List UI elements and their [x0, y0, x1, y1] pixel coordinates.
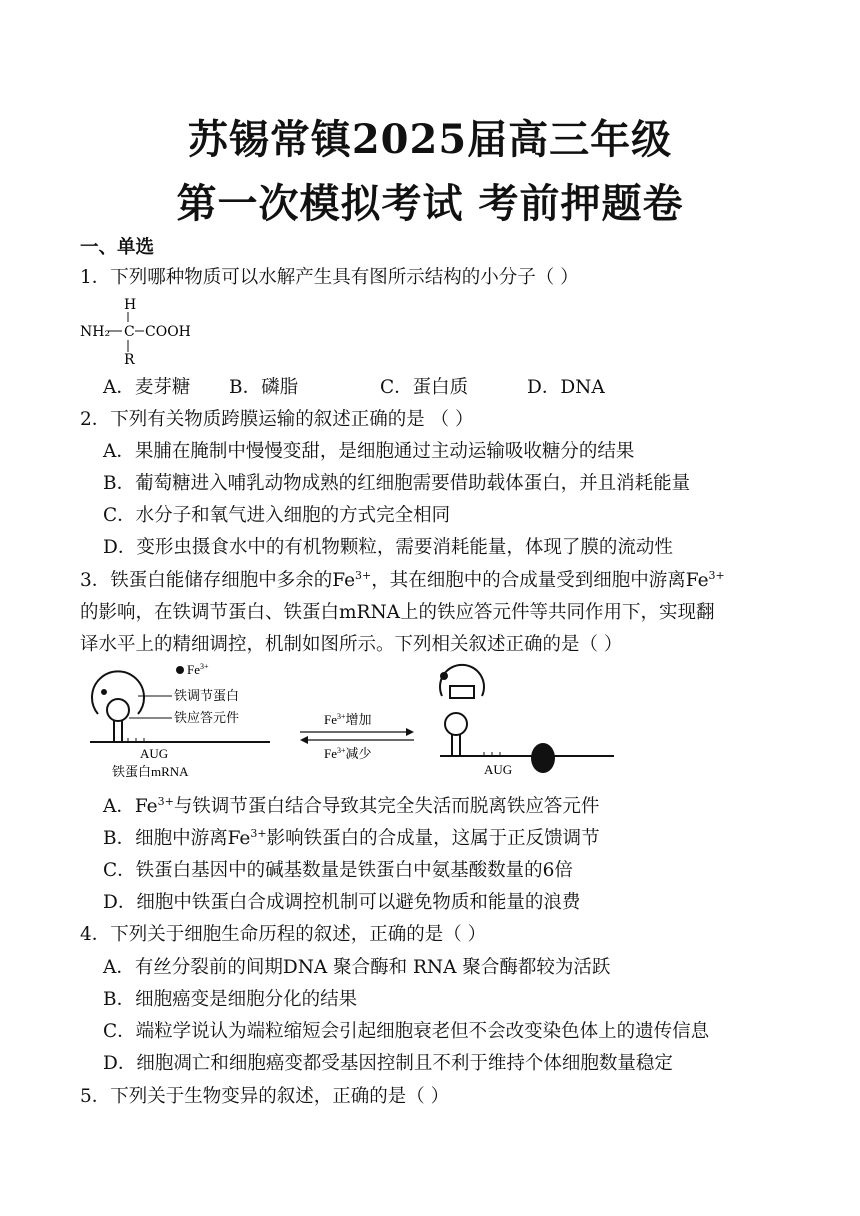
q1-option-d: D．DNA [527, 377, 605, 398]
q3-stem-line2: 的影响，在铁调节蛋白、铁蛋白mRNA上的铁应答元件等共同作用下，实现翻 [80, 602, 715, 623]
q2-option-b: B．葡萄糖进入哺乳动物成熟的红细胞需要借助载体蛋白，并且消耗能量 [103, 473, 691, 494]
q1-option-b: B．磷脂 [229, 377, 299, 398]
q3-stem1b: ，其在细胞中的合成量受到细胞中游离Fe [371, 570, 709, 591]
section-heading: 一、单选 [80, 237, 155, 258]
q2-option-d: D．变形虫摄食水中的有机物颗粒，需要消耗能量，体现了膜的流动性 [103, 537, 673, 558]
q3-option-d: D．细胞中铁蛋白合成调控机制可以避免物质和能量的浪费 [103, 892, 581, 913]
fig-arrow-bottom: 减少 [345, 746, 372, 761]
q3-option-b: B．细胞中游离$Fe^{3+}$影响铁蛋白的合成量，这属于正反馈调节 [103, 826, 600, 849]
fig-aug-right: AUG [484, 762, 513, 777]
formula-r: R [124, 352, 135, 368]
formula-nh2: NH₂ [80, 324, 111, 340]
fig-label-irp: 铁调节蛋白 [174, 688, 240, 703]
q3-stem-line1 [80, 569, 725, 593]
svg-text:Fe3+增加: $Fe^{3+}$增加 [324, 712, 372, 727]
q4-option-d: D．细胞凋亡和细胞癌变都受基因控制且不利于维持个体细胞数量稳定 [103, 1053, 673, 1074]
q1-option-c: C．蛋白质 [380, 377, 469, 398]
q2-option-a: A．果脯在腌制中慢慢变甜，是细胞通过主动运输吸收糖分的结果 [103, 441, 635, 462]
q2-stem: 2．下列有关物质跨膜运输的叙述正确的是 （ ） [80, 409, 474, 430]
q3-stem1a: 3．铁蛋白能储存细胞中多余的Fe [80, 570, 356, 591]
svg-text:Fe3+减少: $Fe^{3+}$减少 [324, 746, 372, 761]
q4-stem: 4．下列关于细胞生命历程的叙述，正确的是（ ） [80, 924, 487, 945]
doc-title-line1: 苏锡常镇2025届高三年级 [187, 116, 673, 163]
q1-option-a: A．麦芽糖 [103, 377, 191, 398]
sup-3plus: 3+ [708, 568, 725, 582]
doc-title-line2: 第一次模拟考试 考前押题卷 [176, 180, 684, 227]
fig-arrow-top: 增加 [345, 712, 372, 727]
fig-arrow-sup-top: 3+ [337, 712, 346, 721]
fig-aug-left: AUG [140, 746, 169, 761]
fig-label-ire: 铁应答元件 [174, 710, 240, 725]
fig-fe-sup: 3+ [200, 662, 209, 671]
svg-text:Fe3+ [187, 662, 209, 677]
fig-arrow-sup-bottom: 3+ [337, 746, 346, 755]
ferritin-regulation-figure [80, 660, 620, 786]
q3-option-c: C．铁蛋白基因中的碱基数量是铁蛋白中氨基酸数量的6倍 [103, 860, 573, 881]
amino-acid-formula [78, 298, 198, 368]
fig-label-mrna: 铁蛋白mRNA [112, 764, 189, 779]
q1-stem: 1．下列哪种物质可以水解产生具有图所示结构的小分子（ ） [80, 267, 579, 288]
formula-cooh: COOH [145, 324, 191, 340]
q4-option-c: C．端粒学说认为端粒缩短会引起细胞衰老但不会改变染色体上的遗传信息 [103, 1021, 710, 1042]
q3-option-a: A．$Fe^{3+}$与铁调节蛋白结合导致其完全失活而脱离铁应答元件 [103, 794, 600, 817]
q3-stem-line3: 译水平上的精细调控，机制如图所示。下列相关叙述正确的是（ ） [80, 634, 623, 655]
q4-option-b: B．细胞癌变是细胞分化的结果 [103, 989, 358, 1010]
q4-option-a: A．有丝分裂前的间期DNA 聚合酶和 RNA 聚合酶都较为活跃 [103, 957, 611, 978]
fig-fe-label: Fe [187, 662, 200, 677]
formula-c: C [124, 324, 135, 340]
q2-option-c: C．水分子和氧气进入细胞的方式完全相同 [103, 505, 451, 526]
sup-3plus: 3+ [355, 568, 372, 582]
formula-h: H [124, 298, 137, 313]
q5-stem: 5．下列关于生物变异的叙述，正确的是（ ） [80, 1086, 450, 1107]
